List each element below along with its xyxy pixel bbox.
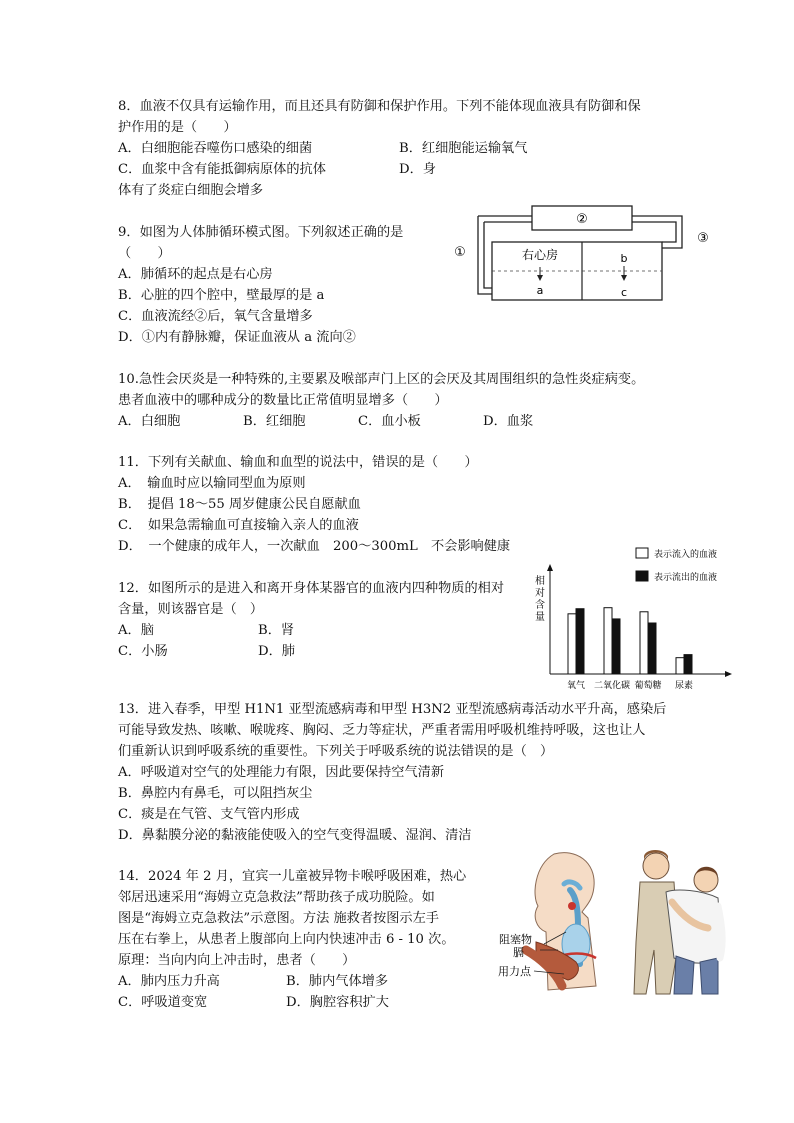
q13-stem-line3: 们重新认识到呼吸系统的重要性。下列关于呼吸系统的说法错误的是（ ）	[118, 744, 554, 759]
bar-out-3	[684, 655, 692, 674]
q12-stem-line2: 含量，则该器官是（ ）	[118, 602, 264, 617]
q10-option-b: B．红细胞	[243, 414, 306, 429]
q10-option-d: D．血浆	[483, 414, 534, 429]
x-tick-label-1: 二氧化碳	[593, 681, 631, 691]
bar-in-1	[604, 608, 612, 674]
label-3: ③	[697, 231, 709, 246]
q8-option-b: B．红细胞能运输氧气	[399, 141, 528, 156]
q13-option-c: C．痰是在气管、支气管内形成	[118, 807, 300, 822]
q9-stem-line2: （ ）	[118, 246, 171, 261]
rescuer-patient-figure	[634, 850, 722, 994]
label-right-atrium: 右心房	[521, 248, 559, 262]
q12-option-a: A．脑	[118, 623, 154, 638]
x-tick-label-2: 葡萄糖	[634, 681, 662, 691]
q8-option-d: D．身	[399, 162, 436, 177]
label-force-point: 用力点	[498, 965, 531, 978]
y-label-char-3: 量	[535, 612, 545, 623]
relative-content-bar-chart	[528, 538, 738, 694]
q10-option-c: C．血小板	[358, 414, 421, 429]
label-c: c	[620, 286, 628, 299]
q8-stem-line2: 护作用的是（ ）	[118, 120, 237, 135]
q8-option-c: C．血浆中含有能抵御病原体的抗体	[118, 162, 326, 177]
bar-in-2	[640, 612, 648, 674]
q14-stem-line1: 14．2024 年 2 月，宜宾一儿童被异物卡喉呼吸困难，热心	[118, 869, 467, 884]
x-tick-label-0: 氧气	[566, 681, 586, 691]
legend-swatch-out	[636, 571, 648, 581]
label-1: ①	[454, 245, 466, 260]
q8-option-d-cont: 体有了炎症白细胞会增多	[118, 183, 264, 198]
label-2: ②	[576, 212, 588, 227]
q9-option-b: B．心脏的四个腔中，壁最厚的是 a	[118, 288, 325, 303]
legend-swatch-in	[636, 548, 648, 558]
chart-legend	[636, 548, 717, 583]
cross-section-figure	[526, 853, 596, 990]
q14-option-b: B．肺内气体增多	[286, 974, 389, 989]
q11-option-d: D． 一个健康的成年人，一次献血 200～300mL 不会影响健康	[118, 539, 511, 554]
q13-stem-line2: 可能导致发热、咳嗽、喉咙疼、胸闷、乏力等症状，严重者需用呼吸机维持呼吸，这也让人	[118, 723, 646, 738]
q8-option-a: A．白细胞能吞噬伤口感染的细菌	[118, 141, 313, 156]
q13-option-a: A．呼吸道对空气的处理能力有限，因此要保持空气清新	[118, 765, 445, 780]
q14-stem-line5: 原理：当向内向上冲击时，患者（ ）	[118, 953, 356, 968]
label-a: a	[536, 284, 544, 297]
q12-option-c: C．小肠	[118, 644, 168, 659]
y-label-char-2: 含	[535, 600, 545, 611]
label-diaphragm: 膈	[513, 946, 524, 959]
obstruction-marker	[568, 902, 576, 910]
q11-stem: 11．下列有关献血、输血和血型的说法中，错误的是（ ）	[118, 455, 478, 470]
q11-option-c: C． 如果急需输血可直接输入亲人的血液	[118, 518, 359, 533]
q10-stem-line1: 10.急性会厌炎是一种特殊的,主要累及喉部声门上区的会厌及其周围组织的急性炎症病变。	[118, 372, 645, 387]
heimlich-maneuver-illustration	[496, 846, 734, 996]
q14-option-a: A．肺内压力升高	[118, 974, 220, 989]
q9-option-a: A．肺循环的起点是右心房	[118, 267, 273, 282]
q11-option-a: A． 输血时应以输同型血为原则	[118, 476, 306, 491]
y-label-char-0: 相	[535, 576, 545, 587]
q13-option-b: B．鼻腔内有鼻毛，可以阻挡灰尘	[118, 786, 313, 801]
bar-in-3	[676, 658, 684, 674]
q9-option-d: D．①内有静脉瓣，保证血液从 a 流向②	[118, 330, 356, 345]
x-tick-label-3: 尿素	[674, 681, 694, 691]
q13-stem-line1: 13．进入春季，甲型 H1N1 亚型流感病毒和甲型 H3N2 亚型流感病毒活动水平升高，感染后	[118, 702, 667, 717]
y-axis-label	[535, 574, 545, 623]
legend-label-out: 表示流出的血液	[654, 573, 718, 583]
q12-option-b: B．肾	[258, 623, 295, 638]
q9-stem-line1: 9．如图为人体肺循环模式图。下列叙述正确的是	[118, 225, 404, 240]
q14-option-d: D．胸腔容积扩大	[286, 995, 389, 1010]
q10-option-a: A．白细胞	[118, 414, 181, 429]
q10-stem-line2: 患者血液中的哪种成分的数量比正常值明显增多（ ）	[118, 393, 448, 408]
q9-option-c: C．血液流经②后，氧气含量增多	[118, 309, 313, 324]
y-label-char-1: 对	[535, 588, 545, 599]
pulmonary-circulation-diagram	[450, 196, 720, 310]
q14-stem-line2: 邻居迅速采用“海姆立克急救法”帮助孩子成功脱险。如	[118, 890, 435, 905]
q14-stem-line3: 图是“海姆立克急救法”示意图。方法 施救者按图示左手	[118, 911, 439, 926]
q14-stem-line4: 压在右拳上，从患者上腹部向上向内快速冲击 6 - 10 次。	[118, 932, 455, 947]
q12-stem-line1: 12．如图所示的是进入和离开身体某器官的血液内四种物质的相对	[118, 581, 505, 596]
label-obstruction: 阻塞物	[499, 933, 532, 946]
q11-option-b: B． 提倡 18～55 周岁健康公民自愿献血	[118, 497, 361, 512]
bar-out-1	[612, 619, 620, 674]
legend-label-in: 表示流入的血液	[654, 550, 718, 560]
bar-in-0	[568, 614, 576, 674]
q12-option-d: D．肺	[258, 644, 295, 659]
bar-out-0	[576, 609, 584, 674]
bar-out-2	[648, 623, 656, 674]
q13-option-d: D．鼻黏膜分泌的黏液能使吸入的空气变得温暖、湿润、清洁	[118, 828, 472, 843]
q14-option-c: C．呼吸道变宽	[118, 995, 208, 1010]
label-b: b	[620, 252, 628, 265]
q8-stem-line1: 8．血液不仅具有运输作用，而且还具有防御和保护作用。下列不能体现血液具有防御和保	[118, 99, 641, 114]
